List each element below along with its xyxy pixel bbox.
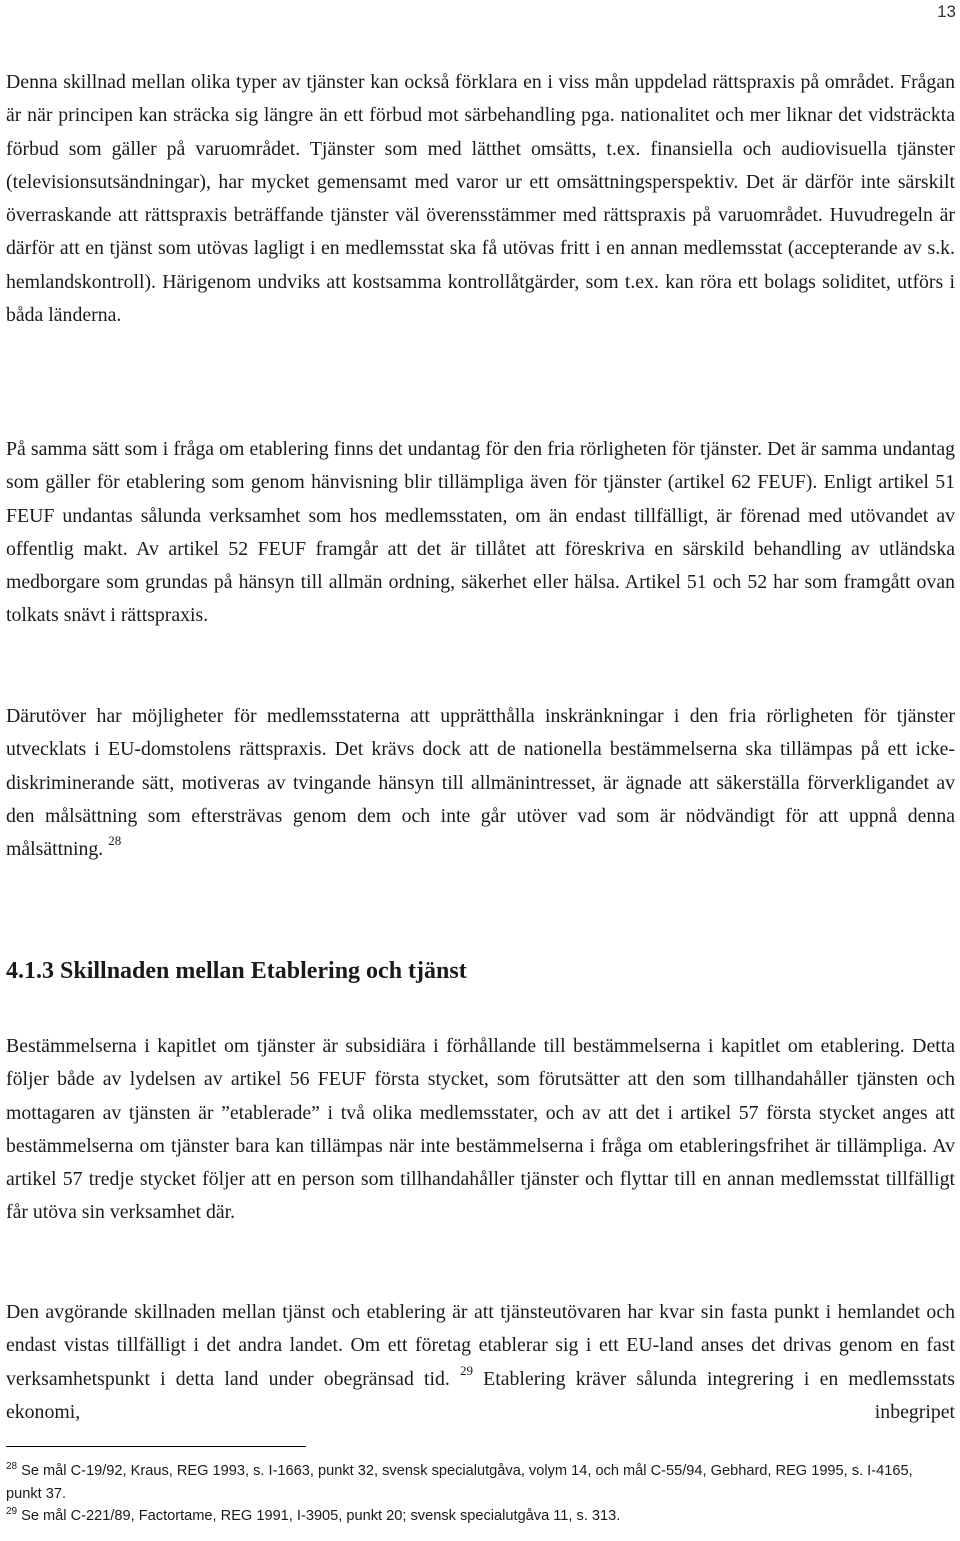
footnote-text: Se mål C-19/92, Kraus, REG 1993, s. I-1663, punkt 32, svensk specialutgåva, volym 14, och mål C-55/94, Gebhard, REG 1995, s. I-4165, punkt 37. [6,1463,913,1502]
paragraph-4: Bestämmelserna i kapitlet om tjänster är subsidiära i förhållande till bestämmelserna i kapitlet om etablering. Detta följer både av lydelsen av artikel 56 FEUF första stycket, som förutsätter att den som tillhandahåller tjänsten och mottagaren av tjänsten är ”etablerade” i två olika medlemsstater, och av att det i artikel 57 första stycket anges att bestämmelserna om tjänster bara kan tillämpas när inte bestämmelserna i fråga om etableringsfrihet är tillämpliga. Av artikel 57 tredje stycket följer att en person som tillhandahåller tjänster och flyttar till en annan medlemsstat tillfälligt får utöva sin verksamhet där. [6,1035,955,1224]
paragraph-1: Denna skillnad mellan olika typer av tjänster kan också förklara en i viss mån uppdelad rättspraxis på området. Frågan är när principen kan sträcka sig längre än ett förbud mot särbehandling pga. nationalitet och mer liknar det vidsträckta förbud som gäller på varuområdet. Tjänster som med lätthet omsätts, t.ex. finansiella och audiovisuella tjänster (televisionsutsändningar), har mycket gemensamt med varor ur ett omsättningsperspektiv. Det är därför inte särskilt överraskande att rättspraxis beträffande tjänster väl överensstämmer med rättspraxis på varuområdet. Huvudregeln är därför att en tjänst som utövas lagligt i en medlemsstat ska få utövas fritt i en annan medlemsstat (accepterande av s.k. hemlandskontroll). Härigenom undviks att kostsamma kontrollåtgärder, som t.ex. kan röra ett bolags soliditet, utförs i båda länderna. [6,71,955,327]
paragraph-3-text: Därutöver har möjligheter för medlemsstaterna att upprätthålla inskränkningar i den fria rörligheten för tjänster utvecklats i EU-domstolens rättspraxis. Det krävs dock att de nationella bestämmelserna ska tillämpas på ett icke-diskriminerande sätt, motiveras av tvingande hänsyn till allmänintresset, är ägnade att säkerställa förverkligandet av den målsättning som eftersträvas genom dem och inte går utöver vad som är nödvändigt för att uppnå denna målsättning. [6,705,955,861]
paragraph-5-text-b: Etablering kräver sålunda integrering i en medlemsstats ekonomi, inbegripet [6,1367,955,1423]
page-number: 13 [937,2,956,21]
footnote-separator [6,1446,306,1447]
section-heading: 4.1.3 Skillnaden mellan Etablering och tjänst [6,958,467,984]
footnote-number: 28 [6,1461,18,1472]
footnote-ref-29: 29 [460,1362,473,1378]
footnotes [6,1460,946,1528]
paragraph-5-text-a: Den avgörande skillnaden mellan tjänst och etablering är att tjänsteutövaren har kvar sin fasta punkt i hemlandet och endast vistas tillfälligt i det andra landet. Om ett företag etablerar sig i ett EU-land anses det drivas genom en fast verksamhetspunkt i detta land under obegränsad tid. [6,1301,955,1390]
footnote-ref-28: 28 [108,833,122,849]
paragraph-3 [6,700,955,866]
footnote-number: 29 [6,1506,18,1517]
paragraph-2: På samma sätt som i fråga om etablering finns det undantag för den fria rörligheten för tjänster. Det är samma undantag som gäller för etablering som genom hänvisning blir tillämpliga även för tjänster (artikel 62 FEUF). Enligt artikel 51 FEUF undantas sålunda verksamhet som hos medlemsstaten, om än endast tillfälligt, är förenad med utövandet av offentlig makt. Av artikel 52 FEUF framgår att det är tillåtet att föreskriva en särskild behandling av utländska medborgare som grundas på hänsyn till allmän ordning, säkerhet eller hälsa. Artikel 51 och 52 har som framgått ovan tolkats snävt i rättspraxis. [6,438,955,627]
footnote-text: Se mål C-221/89, Factortame, REG 1991, I-3905, punkt 20; svensk specialutgåva 11, s. 313. [21,1508,621,1524]
paragraph-5 [6,1296,955,1429]
footnote-28 [6,1460,946,1505]
footnote-29 [6,1505,946,1528]
